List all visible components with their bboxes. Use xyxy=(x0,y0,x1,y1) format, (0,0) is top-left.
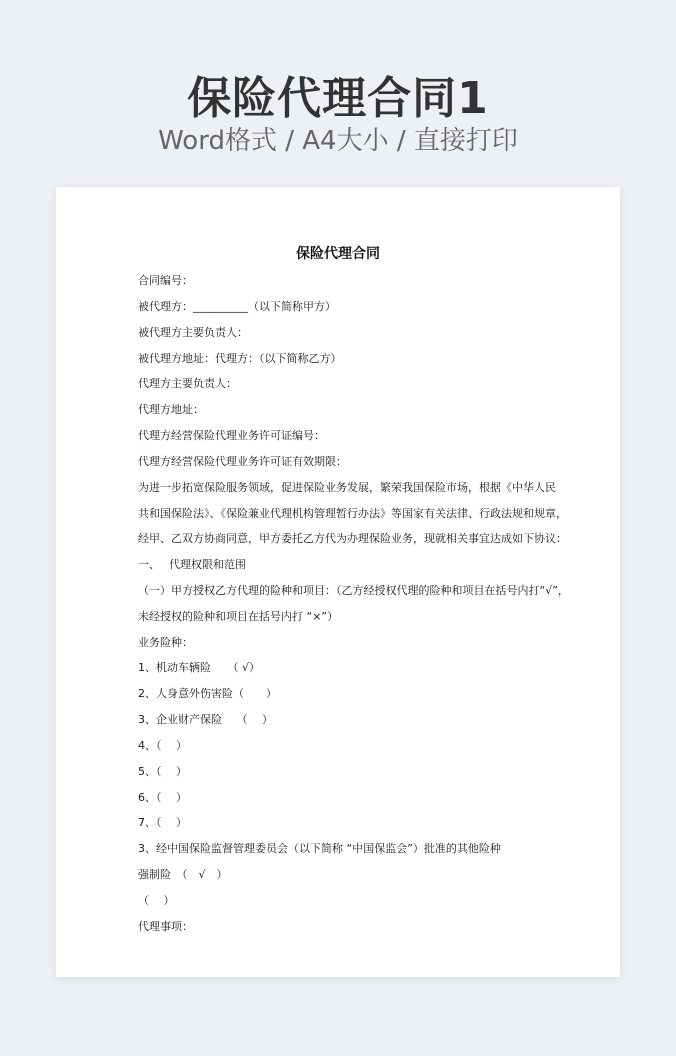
clause-line: 未经授权的险种和项目在括号内打 “×”） xyxy=(138,610,339,623)
preamble-line: 为进一步拓宽保险服务领域，促进保险业务发展，繁荣我国保险市场，根据《中华人民 xyxy=(138,481,556,494)
agent-head-line: 代理方主要负责人： xyxy=(138,377,237,390)
insurance-item: 7、（ ） xyxy=(138,816,187,829)
compulsory-insurance-line: 强制险 （ √ ） xyxy=(138,868,228,881)
document-page xyxy=(56,187,620,977)
clause-line: （一）甲方授权乙方代理的险种和项目：（乙方经授权代理的险种和项目在括号内打“√”， xyxy=(138,584,569,597)
agency-matters-line: 代理事项： xyxy=(138,920,193,933)
document-title: 保险代理合同 xyxy=(296,246,380,262)
principal-address-line: 被代理方地址：代理方：（以下简称乙方） xyxy=(138,352,342,365)
insurance-item: 3、企业财产保险 （ ） xyxy=(138,713,273,726)
agent-address-line: 代理方地址： xyxy=(138,403,204,416)
license-number-line: 代理方经营保险代理业务许可证编号： xyxy=(138,429,325,442)
insurance-item: 2、人身意外伤害险（ ） xyxy=(138,687,277,700)
insurance-item: 4、（ ） xyxy=(138,739,187,752)
blank-item-line: （ ） xyxy=(138,894,175,907)
page-subtitle: Word格式 / A4大小 / 直接打印 xyxy=(158,126,518,156)
principal-line: 被代理方：__________（以下简称甲方） xyxy=(138,300,336,313)
other-insurance-line: 3、经中国保险监督管理委员会（以下简称 “中国保监会”）批准的其他险种 xyxy=(138,842,501,855)
preamble-line: 经甲、乙双方协商同意，甲方委托乙方代为办理保险业务，现就相关事宜达成如下协议： xyxy=(138,532,567,545)
contract-number-line: 合同编号： xyxy=(138,274,193,287)
insurance-types-label: 业务险种： xyxy=(138,636,193,649)
page-title: 保险代理合同1 xyxy=(187,73,489,124)
license-validity-line: 代理方经营保险代理业务许可证有效期限： xyxy=(138,455,347,468)
insurance-item: 5、（ ） xyxy=(138,765,187,778)
preamble-line: 共和国保险法》、《保险兼业代理机构管理暂行办法》等国家有关法律、行政法规和规章， xyxy=(138,507,567,520)
insurance-item: 6、（ ） xyxy=(138,791,187,804)
insurance-item: 1、机动车辆险 （ √） xyxy=(138,661,261,674)
principal-head-line: 被代理方主要负责人： xyxy=(138,326,248,339)
section-heading: 一、 代理权限和范围 xyxy=(138,558,246,571)
